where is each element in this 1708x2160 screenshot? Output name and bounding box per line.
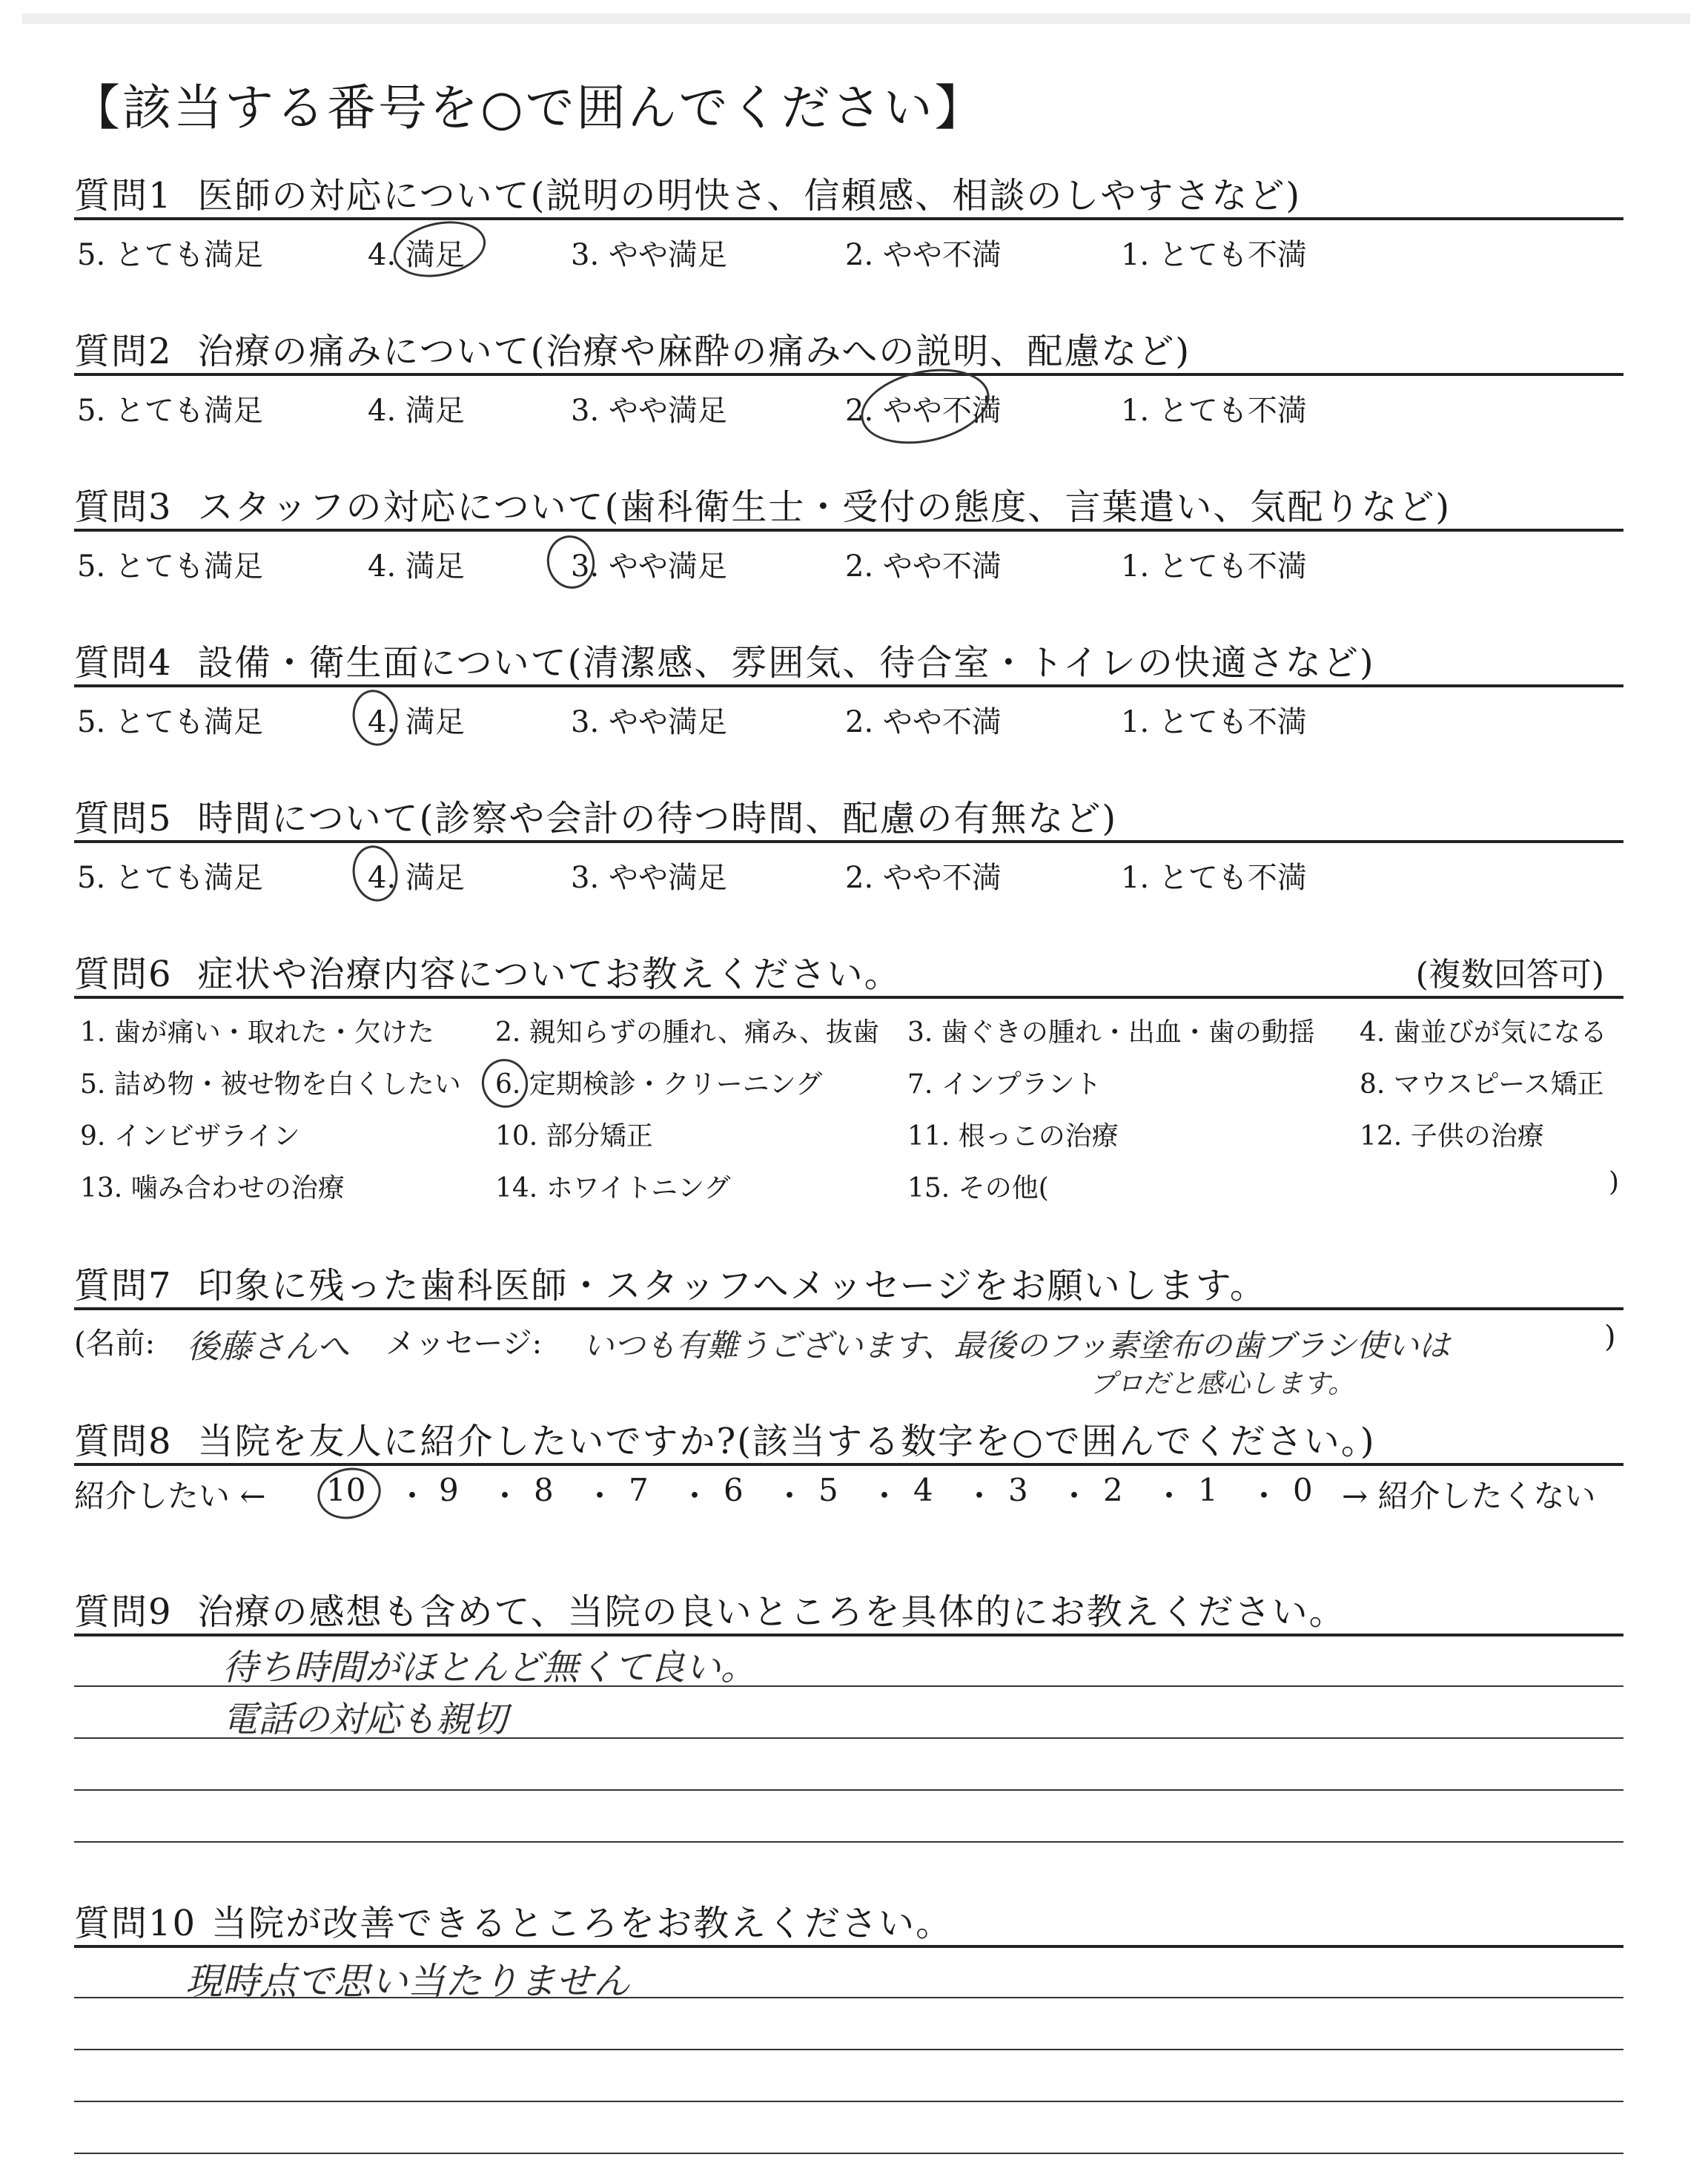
question-text: 時間について(診察や会計の待つ時間、配慮の有無など): [197, 798, 1118, 839]
question-text: 印象に残った歯科医師・スタッフへメッセージをお願いします。: [197, 1265, 1267, 1307]
answer-line: [74, 1841, 1623, 1843]
q9-answer-line-1[interactable]: 待ち時間がほとんど無くて良い。: [222, 1647, 757, 1688]
message-close-paren: ): [1604, 1320, 1616, 1354]
q3-option-5[interactable]: 5. とても満足: [77, 549, 263, 584]
answer-line: [74, 2049, 1623, 2050]
q2-option-3[interactable]: 3. やや満足: [571, 394, 727, 428]
scale-sep: ・: [869, 1478, 901, 1514]
page-heading: 【該当する番号を○で囲んでください】: [71, 79, 986, 136]
q1-option-4[interactable]: 4. 満足: [368, 238, 465, 272]
q6-item-2[interactable]: 2. 親知らずの腫れ、痛み、抜歯: [495, 1017, 880, 1048]
scale-10[interactable]: 10: [326, 1472, 366, 1508]
q4-option-2[interactable]: 2. やや不満: [845, 705, 1002, 739]
q10-answer-line-1[interactable]: 現時点で思い当たりません: [185, 1960, 630, 2003]
q4-option-1[interactable]: 1. とても不満: [1121, 705, 1307, 739]
question-7-title: [74, 1257, 1267, 1308]
q5-option-2[interactable]: 2. やや不満: [845, 861, 1002, 895]
question-number: 質問5: [74, 798, 173, 839]
message-line-2[interactable]: プロだと感心します。: [1090, 1369, 1355, 1399]
scale-sep: ・: [584, 1478, 616, 1514]
question-number: 質問2: [74, 331, 173, 372]
question-text: 治療の感想も含めて、当院の良いところを具体的にお教えください。: [197, 1591, 1346, 1633]
q6-item-11[interactable]: 11. 根っこの治療: [907, 1121, 1119, 1152]
answer-line: [74, 1789, 1623, 1791]
scale-4[interactable]: 4: [913, 1472, 933, 1508]
scale-sep: ・: [397, 1478, 428, 1514]
scale-6[interactable]: 6: [724, 1472, 744, 1508]
q1-answer-circle: [388, 214, 491, 285]
scan-edge: [22, 13, 1690, 24]
q6-item-5[interactable]: 5. 詰め物・被せ物を白くしたい: [80, 1069, 461, 1100]
question-number: 質問8: [74, 1421, 173, 1462]
q3-option-4[interactable]: 4. 満足: [368, 549, 465, 584]
question-rule: [74, 373, 1623, 376]
question-number: 質問1: [74, 175, 173, 217]
q5-option-4[interactable]: 4. 満足: [368, 861, 465, 895]
q6-item-7[interactable]: 7. インプラント: [907, 1069, 1102, 1100]
scale-sep: ・: [489, 1478, 521, 1514]
question-rule: [74, 1307, 1623, 1310]
question-rule: [74, 996, 1623, 999]
q6-item-9[interactable]: 9. インビザライン: [80, 1121, 300, 1152]
question-number: 質問4: [74, 642, 173, 684]
question-4-title: [74, 634, 1375, 685]
q6-item-6[interactable]: 6. 定期検診・クリーニング: [495, 1069, 823, 1100]
scale-sep: ・: [1248, 1478, 1280, 1514]
q6-item-1[interactable]: 1. 歯が痛い・取れた・欠けた: [80, 1017, 434, 1048]
question-text: 治療の痛みについて(治療や麻酔の痛みへの説明、配慮など): [197, 331, 1191, 372]
question-text: 設備・衛生面について(清潔感、雰囲気、待合室・トイレの快適さなど): [197, 642, 1375, 684]
recommend-left-label: 紹介したい ←: [74, 1478, 266, 1514]
q1-option-1[interactable]: 1. とても不満: [1121, 238, 1307, 272]
question-number: 質問10: [74, 1903, 197, 1944]
scale-sep: ・: [964, 1478, 996, 1514]
question-text: 医師の対応について(説明の明快さ、信頼感、相談のしやすさなど): [197, 175, 1302, 217]
question-rule: [74, 840, 1623, 843]
question-number: 質問6: [74, 954, 173, 995]
question-8-title: [74, 1413, 1376, 1464]
question-text: スタッフの対応について(歯科衛生士・受付の態度、言葉遣い、気配りなど): [197, 486, 1452, 528]
q1-option-5[interactable]: 5. とても満足: [77, 238, 263, 272]
q2-option-2[interactable]: 2. やや不満: [845, 394, 1002, 428]
scale-0[interactable]: 0: [1293, 1472, 1313, 1508]
q6-other-close-paren: ): [1609, 1167, 1620, 1198]
q6-item-12[interactable]: 12. 子供の治療: [1360, 1121, 1544, 1152]
q1-option-3[interactable]: 3. やや満足: [571, 238, 727, 272]
scale-1[interactable]: 1: [1198, 1472, 1218, 1508]
scale-8[interactable]: 8: [534, 1472, 554, 1508]
scale-9[interactable]: 9: [439, 1472, 459, 1508]
q6-item-14[interactable]: 14. ホワイトニング: [495, 1173, 731, 1203]
question-9-title: [74, 1583, 1346, 1634]
q5-option-1[interactable]: 1. とても不満: [1121, 861, 1307, 895]
q9-answer-line-2[interactable]: 電話の対応も親切: [222, 1699, 508, 1740]
question-5-title: [74, 790, 1117, 841]
scale-sep: ・: [1153, 1478, 1185, 1514]
q4-option-4[interactable]: 4. 満足: [368, 705, 465, 739]
answer-line: [74, 2153, 1623, 2154]
question-number: 質問3: [74, 486, 173, 528]
question-rule: [74, 1634, 1623, 1636]
q8-answer-circle: [313, 1462, 385, 1525]
q3-option-3[interactable]: 3. やや満足: [571, 549, 727, 584]
q2-option-5[interactable]: 5. とても満足: [77, 394, 263, 428]
question-rule: [74, 529, 1623, 532]
question-rule: [74, 1945, 1623, 1948]
question-3-title: [74, 478, 1451, 529]
question-rule: [74, 684, 1623, 687]
q2-option-1[interactable]: 1. とても不満: [1121, 394, 1307, 428]
recommend-right-label: → 紹介したくない: [1342, 1478, 1596, 1514]
message-label: メッセージ:: [385, 1327, 543, 1361]
q6-item-13[interactable]: 13. 噛み合わせの治療: [80, 1173, 345, 1203]
question-10-title: [74, 1895, 953, 1946]
question-2-title: [74, 323, 1191, 374]
scale-5[interactable]: 5: [818, 1472, 838, 1508]
scale-7[interactable]: 7: [629, 1472, 649, 1508]
question-rule: [74, 1463, 1623, 1466]
question-text: 当院が改善できるところをお教えください。: [211, 1903, 953, 1944]
q3-option-1[interactable]: 1. とても不満: [1121, 549, 1307, 584]
q1-option-2[interactable]: 2. やや不満: [845, 238, 1002, 272]
answer-line: [74, 2101, 1623, 2102]
q6-item-3[interactable]: 3. 歯ぐきの腫れ・出血・歯の動揺: [907, 1017, 1315, 1048]
q5-option-5[interactable]: 5. とても満足: [77, 861, 263, 895]
q3-option-2[interactable]: 2. やや不満: [845, 549, 1002, 584]
question-6-title: [74, 945, 901, 997]
name-value[interactable]: 後藤さんへ: [187, 1328, 350, 1366]
q4-option-3[interactable]: 3. やや満足: [571, 705, 727, 739]
question-rule: [74, 217, 1623, 220]
q6-item-8[interactable]: 8. マウスピース矯正: [1360, 1069, 1604, 1100]
scale-sep: ・: [774, 1478, 806, 1514]
question-number: 質問7: [74, 1265, 173, 1307]
question-text: 症状や治療内容についてお教えください。: [197, 954, 901, 995]
question-number: 質問9: [74, 1591, 173, 1633]
q4-option-5[interactable]: 5. とても満足: [77, 705, 263, 739]
q6-item-10[interactable]: 10. 部分矯正: [495, 1121, 653, 1152]
scale-2[interactable]: 2: [1103, 1472, 1123, 1508]
scale-3[interactable]: 3: [1008, 1472, 1028, 1508]
question-1-title: [74, 167, 1301, 218]
scale-sep: ・: [679, 1478, 711, 1514]
message-line-1[interactable]: いつも有難うございます、最後のフッ素塗布の歯ブラシ使いは: [583, 1327, 1450, 1364]
question-text: 当院を友人に紹介したいですか?(該当する数字を○で囲んでください。): [197, 1421, 1376, 1462]
multiple-answers-note: (複数回答可): [1415, 956, 1604, 994]
name-label: (名前:: [74, 1327, 156, 1361]
q6-item-15[interactable]: 15. その他(: [907, 1173, 1049, 1203]
q5-option-3[interactable]: 3. やや満足: [571, 861, 727, 895]
q6-item-4[interactable]: 4. 歯並びが気になる: [1360, 1017, 1607, 1048]
q2-option-4[interactable]: 4. 満足: [368, 394, 465, 428]
scale-sep: ・: [1059, 1478, 1090, 1514]
